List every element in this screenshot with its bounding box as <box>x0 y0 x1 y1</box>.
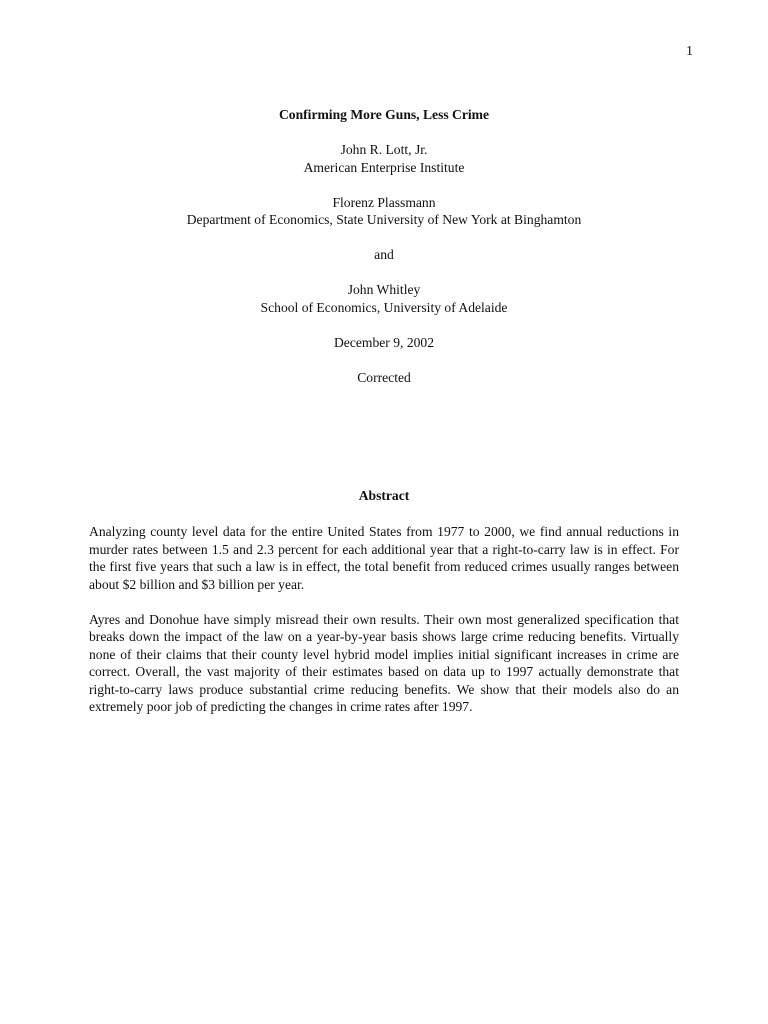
abstract-body <box>89 523 679 733</box>
author-affiliation: American Enterprise Institute <box>303 159 465 175</box>
author-affiliation: Department of Economics, State University of New York at Binghamton <box>186 212 582 227</box>
author-name: John R. Lott, Jr. <box>340 142 428 157</box>
author-affiliation: School of Economics, University of Adelaide <box>260 299 508 315</box>
abstract-paragraph: Analyzing county level data for the entire United States from 1977 to 2000, we find annual reductions in murder rates between 1.5 and 2.3 percent for each additional year that a right-to-carry law is in effect. For the first five years that such a law is in effect, the total benefit from reduced crimes usually ranges between about $2 billion and $3 billion per year. <box>89 524 679 592</box>
paper-date: December 9, 2002 <box>333 334 435 350</box>
page-number: 1 <box>686 44 693 59</box>
author-name: Florenz Plassmann <box>332 194 436 210</box>
paper-status: Corrected <box>357 369 411 385</box>
author-conjunction: and <box>374 247 394 262</box>
author-name: John Whitley <box>347 282 421 297</box>
title-block <box>0 106 768 386</box>
paper-title: Confirming More Guns, Less Crime <box>278 107 490 122</box>
abstract-paragraph: Ayres and Donohue have simply misread their own results. Their own most generalized specification that breaks down the impact of the law on a year-by-year basis shows large crime reducing benefits. Virtually none of their claims that their county level hybrid model implies initial significant increases in crime are correct. Overall, the vast majority of their estimates based on data up to 1997 actually demonstrate that right-to-carry laws produce substantial crime reducing benefits. We show that their models also do an extremely poor job of predicting the changes in crime rates after 1997. <box>89 611 679 714</box>
abstract-heading: Abstract <box>358 488 410 503</box>
